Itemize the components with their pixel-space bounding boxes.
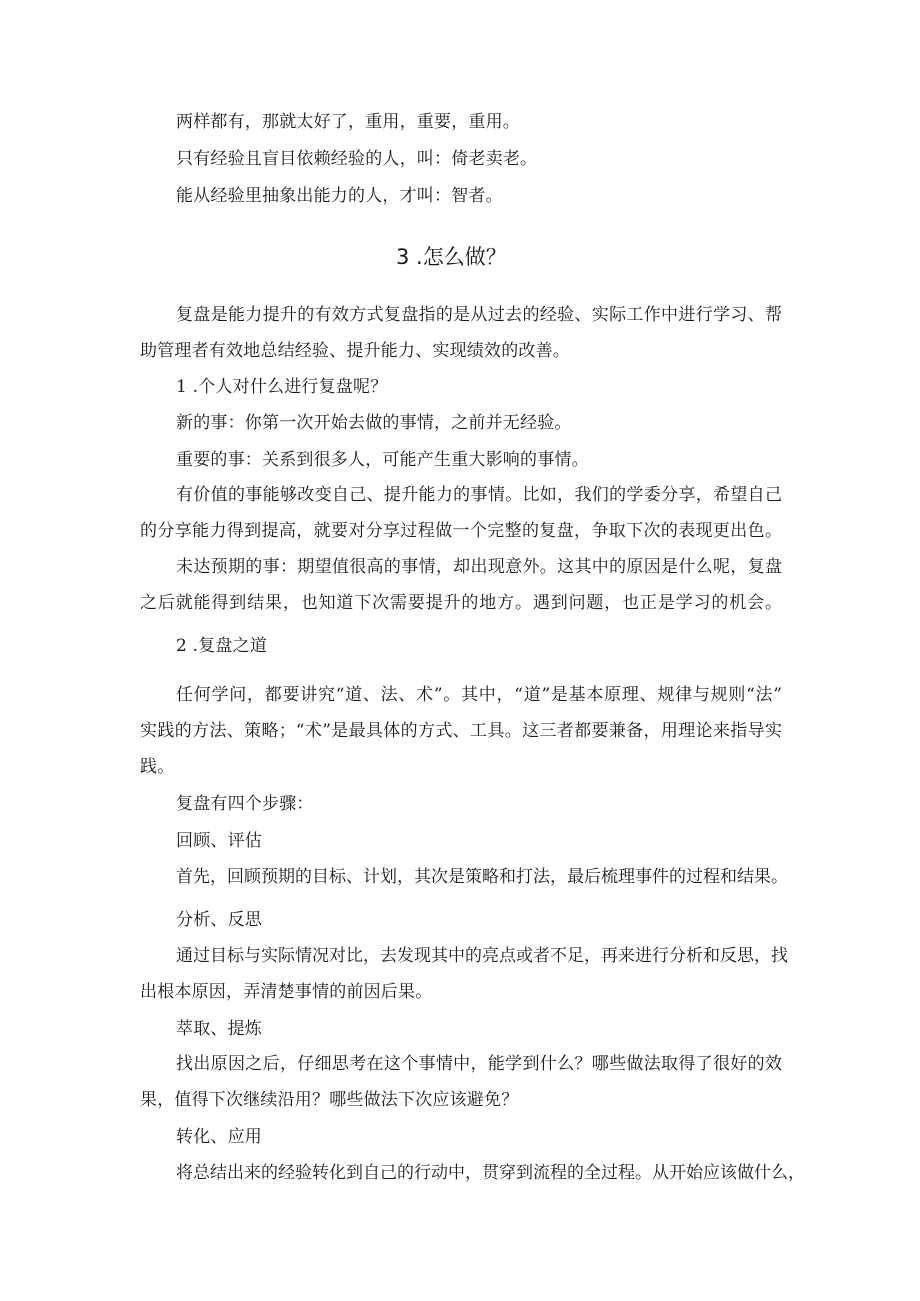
dao-line-2: 实践的方法、策略；“术”是最具体的方式、工具。这三者都要兼备，用理论来指导实 [140,721,782,741]
intro-line-1: 两样都有，那就太好了，重用，重要，重用。 [176,112,520,132]
dao-line-1: 任何学问，都要讲究“道、法、术”。其中，“道”是基本原理、规律与规则“法” [176,685,782,705]
step-2-line-1: 通过目标与实际情况对比，去发现其中的亮点或者不足，再来进行分析和反思，找 [176,946,788,966]
step-2-title: 分析、反思 [176,910,262,930]
valuable-thing-line-2: 的分享能力得到提高，就要对分享过程做一个完整的复盘，争取下次的表现更出色。 [140,521,782,541]
subsection-2-title: 2 .复盘之道 [176,636,268,656]
step-3-line-2: 果，值得下次继续沿用？哪些做法下次应该避免？ [140,1090,519,1110]
step-4-line-1: 将总结出来的经验转化到自己的行动中，贯穿到流程的全过程。从开始应该做什么， [176,1163,805,1183]
step-4-title: 转化、应用 [176,1127,262,1147]
intro-line-3: 能从经验里抽象出能力的人，才叫：智者。 [176,186,503,206]
dao-line-3: 践。 [140,757,175,777]
review-intro-line-1: 复盘是能力提升的有效方式复盘指的是从过去的经验、实际工作中进行学习、帮 [176,305,782,325]
unexpected-thing-line-2: 之后就能得到结果，也知道下次需要提升的地方。遇到问题，也正是学习的机会。 [140,593,782,613]
valuable-thing-line-1: 有价值的事能够改变自己、提升能力的事情。比如，我们的学委分享，希望自己 [176,485,782,505]
step-3-title: 萃取、提炼 [176,1019,262,1039]
steps-intro: 复盘有四个步骤： [176,794,314,814]
new-thing-text: 新的事：你第一次开始去做的事情，之前并无经验。 [176,413,572,433]
unexpected-thing-line-1: 未达预期的事：期望值很高的事情，却出现意外。这其中的原因是什么呢，复盘 [176,557,782,577]
step-1-text: 首先，回顾预期的目标、计划，其次是策略和打法，最后梳理事件的过程和结果。 [176,867,788,887]
step-1-title: 回顾、评估 [176,831,262,851]
important-thing-text: 重要的事：关系到很多人，可能产生重大影响的事情。 [176,450,589,470]
step-3-line-1: 找出原因之后，仔细思考在这个事情中，能学到什么？哪些做法取得了很好的效 [176,1054,782,1074]
review-intro-line-2: 助管理者有效地总结经验、提升能力、实现绩效的改善。 [140,341,570,361]
step-2-line-2: 出根本原因，弄清楚事情的前因后果。 [140,982,433,1002]
intro-line-2: 只有经验且盲目依赖经验的人，叫：倚老卖老。 [176,149,538,169]
section-heading: 3 .怎么做？ [396,245,507,269]
subsection-1-title: 1 .个人对什么进行复盘呢？ [176,377,388,397]
